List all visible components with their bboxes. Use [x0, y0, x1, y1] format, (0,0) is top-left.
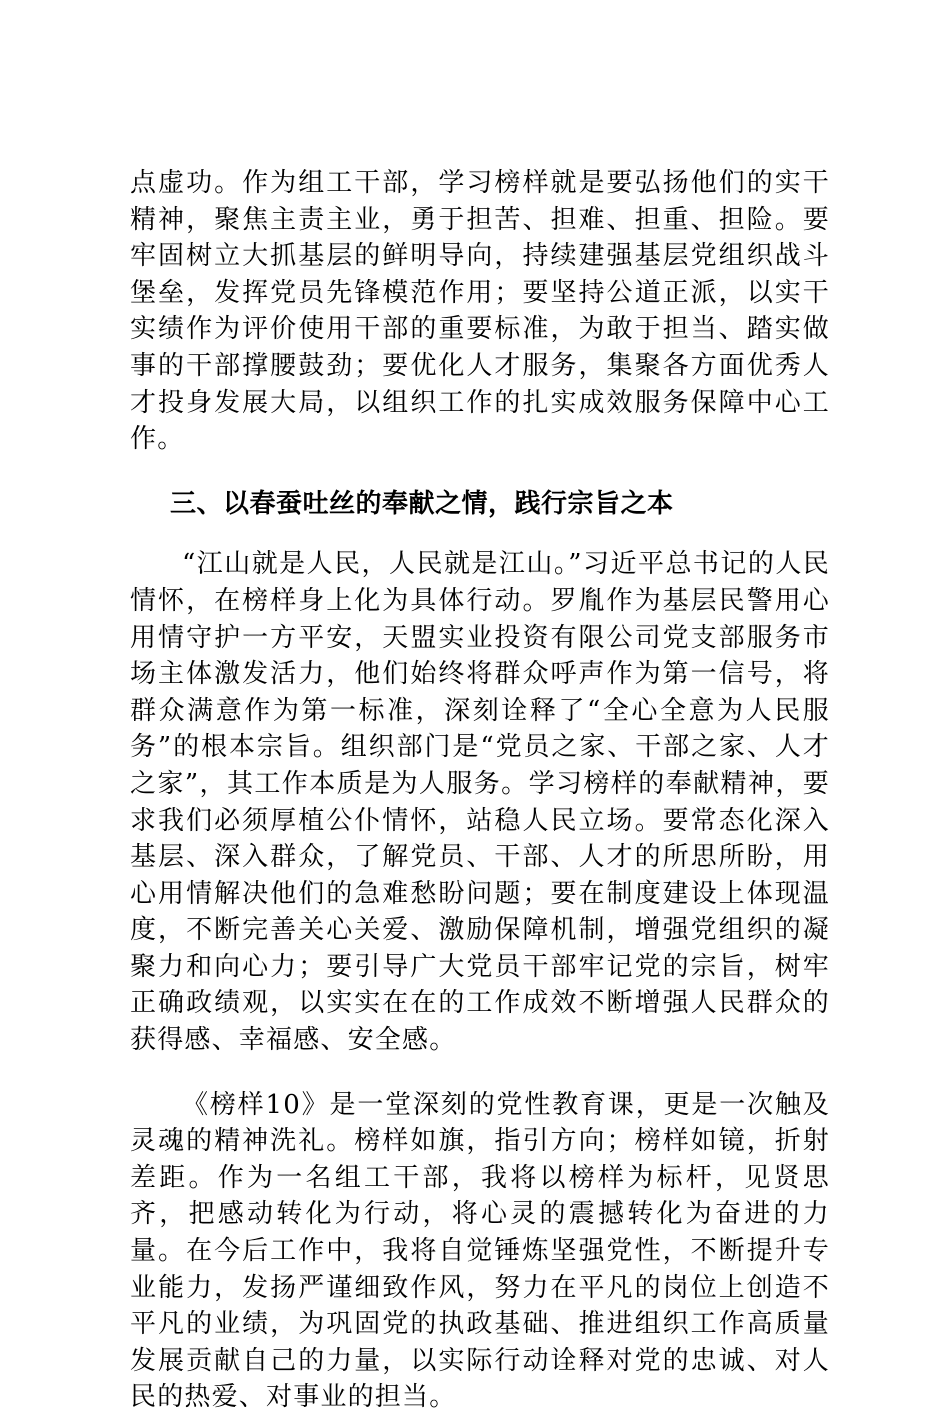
section-heading: 三、以春蚕吐丝的奉献之情，践行宗旨之本 [170, 488, 674, 519]
paragraph-conclusion: 《榜样10》是一堂深刻的党性教育课，更是一次触及灵魂的精神洗礼。榜样如旗，指引方向；榜样如镜，折射差距。作为一名组工干部，我将以榜样为标杆，见贤思齐，把感动转化为行动，将心灵的震撼转化为奋进的力量。在今后工作中，我将自觉锤炼坚强党性，不断提升专业能力，发扬严谨细致作风，努力在平凡的岗位上创造不平凡的业绩，为巩固党的执政基础、推进组织工作高质量发展贡献自己的力量，以实际行动诠释对党的忠诚、对人民的热爱、对事业的担当。 [130, 1089, 830, 1413]
paragraph-people-service: “江山就是人民，人民就是江山。”习近平总书记的人民情怀，在榜样身上化为具体行动。罗胤作为基层民警用心用情守护一方平安，天盟实业投资有限公司党支部服务市场主体激发活力，他们始终将群众呼声作为第一信号，将群众满意作为第一标准，深刻诠释了“全心全意为人民服务”的根本宗旨。组织部门是“党员之家、干部之家、人才之家”，其工作本质是为人服务。学习榜样的奉献精神，要求我们必须厚植公仆情怀，站稳人民立场。要常态化深入基层、深入群众，了解党员、干部、人才的所思所盼，用心用情解决他们的急难愁盼问题；要在制度建设上体现温度，不断完善关心关爱、激励保障机制，增强党组织的凝聚力和向心力；要引导广大党员干部牢记党的宗旨，树牢正确政绩观，以实实在在的工作成效不断增强人民群众的获得感、幸福感、安全感。 [130, 549, 830, 1056]
document-body [130, 165, 830, 1416]
paragraph-continuation: 点虚功。作为组工干部，学习榜样就是要弘扬他们的实干精神，聚焦主责主业，勇于担苦、担难、担重、担险。要牢固树立大抓基层的鲜明导向，持续建强基层党组织战斗堡垒，发挥党员先锋模范作用；要坚持公道正派，以实干实绩作为评价使用干部的重要标准，为敢于担当、踏实做事的干部撑腰鼓劲；要优化人才服务，集聚各方面优秀人才投身发展大局，以组织工作的扎实成效服务保障中心工作。 [130, 168, 830, 455]
